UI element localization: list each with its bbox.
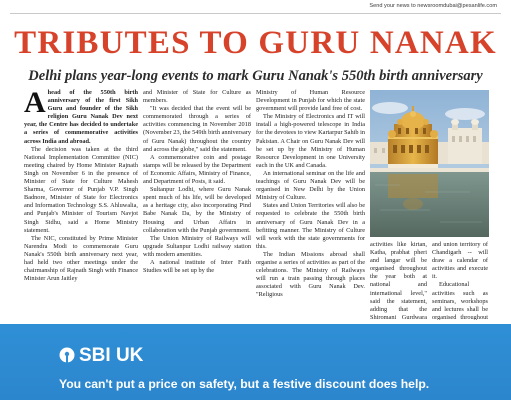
body-paragraph: The Indian Missions abroad shall organise a series of activities as part of the celebrations. The Ministry of Railways will run a train passing through places associated with Guru Nanak Dev. "Religious xyxy=(256,250,365,299)
body-paragraph: Ministry of Human Resource Development in Punjab for which the state government will provide land free of cost. xyxy=(256,89,365,113)
lede-paragraph xyxy=(24,89,138,146)
body-paragraph: Educational activities such as seminars, workshops and lectures shall be organised throughout xyxy=(432,281,488,320)
drop-cap: A xyxy=(24,89,46,119)
article-column-1 xyxy=(24,89,138,320)
body-paragraph: A national institute of Inter Faith Studies will be set up by the xyxy=(143,258,251,275)
ad-tagline: You can't put a price on safety, but a festive discount does help. xyxy=(59,377,430,391)
sbi-advertisement-banner[interactable] xyxy=(0,324,511,400)
body-paragraph: and union territory of Chandigarh -- will draw a calendar of activities and execute it. xyxy=(432,241,488,281)
body-paragraph: Sultanpur Lodhi, where Guru Nanak spent much of his life, will be developed as a heritage city, also incorporating Pind Babe Nanak Da, by the Ministry of Housing and Urban Affairs in collaboration with the Punjab government. xyxy=(143,186,251,234)
page-deck: Delhi plans year-long events to mark Guru Nanak's 550th birth anniversary xyxy=(28,68,483,84)
golden-temple-illustration xyxy=(370,90,489,237)
contact-line: Send your news to newsroomdubai@pesanlife.com xyxy=(369,3,497,9)
ad-brand-name: SBI UK xyxy=(79,345,144,366)
body-paragraph: The NIC, constituted by Prime Minister Narendra Modi to commemorate Guru Nanak's 550th birth anniversary next year, had held two other meetings under the chairmanship of Rajnath Singh with Finance Minister Arun Jaitley xyxy=(24,234,138,283)
article-column-3 xyxy=(256,89,365,320)
sbi-logo-icon xyxy=(59,347,75,363)
page-headline: TRIBUTES TO GURU NANAK xyxy=(14,25,497,61)
top-divider xyxy=(10,13,501,14)
body-paragraph: A commemorative coin and postage stamps will be released by the Department of Economic Affairs, Ministry of Finance, and Department of Posts, it said. xyxy=(143,153,251,186)
lede-text: head of the 550th birth anniversary of the first Sikh Guru and founder of the Sikh religion Guru Nanak Dev next year, the Centre has decided to undertake a series of commemorative activities across India and abroad. xyxy=(24,89,138,145)
article-column-5 xyxy=(432,241,488,320)
body-paragraph: activities like kirtan, Katha, prabhat pheri and langar will be organised throughout the year both at national and international level," said the statement, adding that the Shiromani Gurdwara xyxy=(370,241,427,320)
golden-temple-photo xyxy=(370,90,489,237)
masthead-strip xyxy=(0,0,511,14)
body-paragraph: The Union Ministry of Railways will upgrade Sultanpur Lodhi railway station with modern amenities. xyxy=(143,234,251,258)
body-paragraph: States and Union Territories will also be requested to celebrate the 550th birth anniversary of Guru Nanak Dev in a befitting manner. The Ministry of Culture will work with the state governments for this. xyxy=(256,202,365,250)
body-paragraph: "It was decided that the event will be commemorated through a series of activities commencing in November 2018 (November 23, the 549th birth anniversary of Guru Nanak) throughout the country and across the globe," said the statement. xyxy=(143,105,251,153)
body-paragraph: and Minister of State for Culture as members. xyxy=(143,89,251,105)
article-column-2 xyxy=(143,89,251,320)
body-paragraph: An international seminar on the life and teachings of Guru Nanak Dev will be organised in New Delhi by the Union Ministry of Culture. xyxy=(256,169,365,202)
body-paragraph: The decision was taken at the third National Implementation Committee (NIC) meeting chaired by Home Minister Rajnath Singh on November 6 in the presence of Minister of State for Culture Mahesh Sharma, Governor of Punjab V.P. Singh Badnore, Minister of State for Electronics and Information Technology S.S. Ahluwalia, and Punjab's Minister of Tourism Navjot Singh Sidhu, said a Home Ministry statement. xyxy=(24,145,138,234)
body-paragraph: The Ministry of Electronics and IT will install a high-powered telescope in India for the devotees to view Kartarpur Sahib in Pakistan. A Chair on Guru Nanak Dev will be set up by the Ministry of Human Resource Development in one University each in the UK and Canada. xyxy=(256,113,365,169)
article-column-4 xyxy=(370,241,427,320)
